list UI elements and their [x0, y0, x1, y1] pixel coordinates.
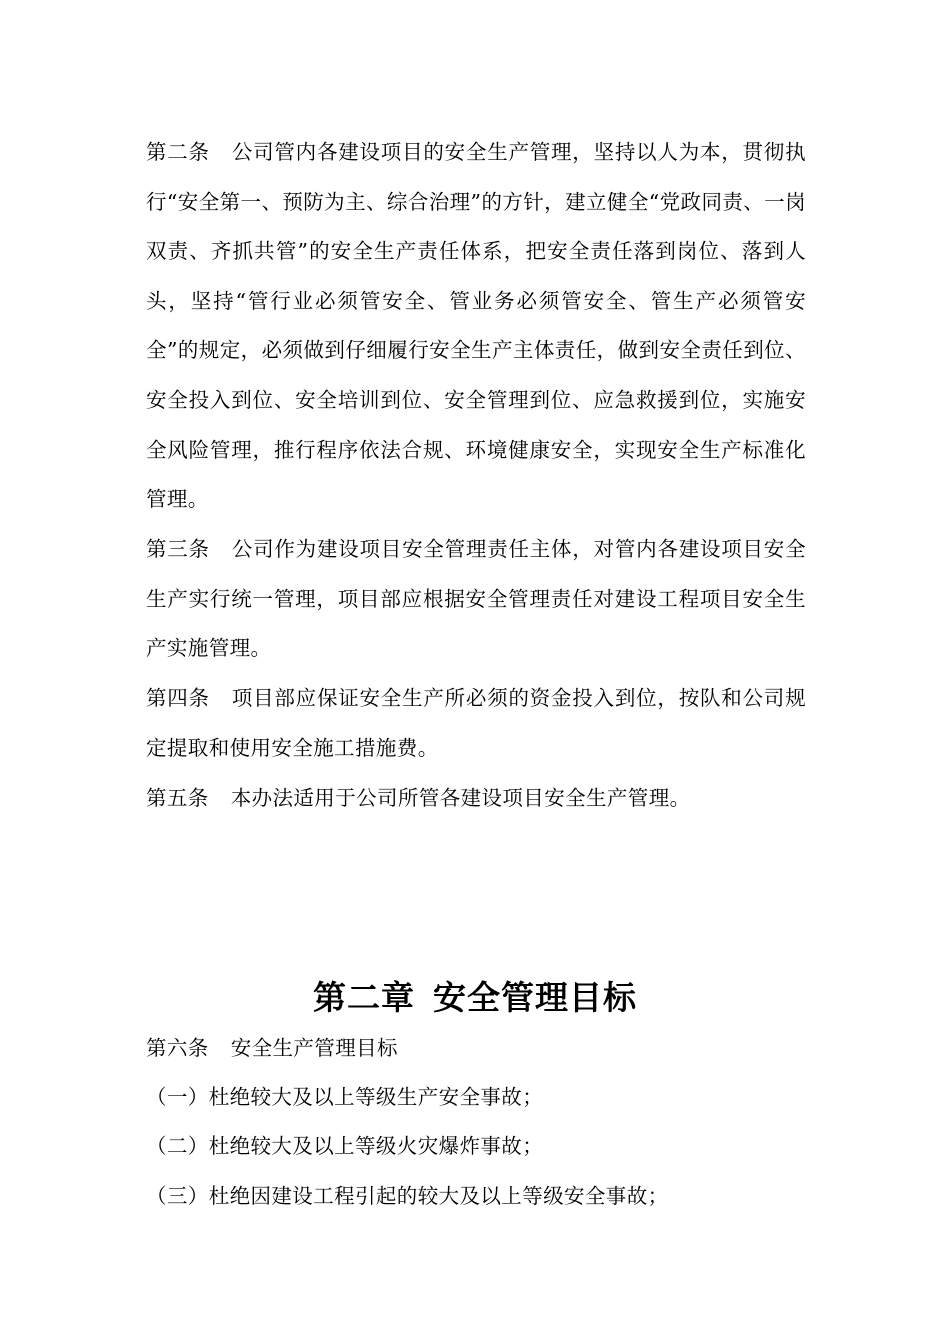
chapter-title: 安全管理目标	[433, 978, 637, 1017]
goal-item-3: （三）杜绝因建设工程引起的较大及以上等级安全事故；	[146, 1184, 669, 1208]
article-text: 项目部应保证安全生产所必须的资金投入到位，按队和公司规定提取和使用安全施工措施费。	[146, 686, 806, 760]
article-label: 第二条	[146, 140, 210, 164]
article-4	[146, 674, 806, 773]
article-label: 第四条	[146, 686, 210, 710]
goal-item-1: （一）杜绝较大及以上等级生产安全事故；	[146, 1085, 544, 1109]
article-label: 第五条	[146, 786, 209, 810]
article-2	[146, 128, 806, 525]
article-5	[146, 774, 806, 824]
article-label: 第六条	[146, 1036, 209, 1060]
goal-item-2: （二）杜绝较大及以上等级火灾爆炸事故；	[146, 1134, 544, 1158]
article-6	[146, 1024, 806, 1074]
article-text: 安全生产管理目标	[230, 1036, 398, 1060]
article-3	[146, 525, 806, 674]
chapter-number: 第二章	[313, 978, 415, 1017]
article-text: 公司管内各建设项目的安全生产管理，坚持以人为本，贯彻执行“安全第一、预防为主、综合治理”的方针，建立健全“党政同责、一岗双责、齐抓共管”的安全生产责任体系，把安全责任落到岗位、落到人头，坚持“管行业必须管安全、管业务必须管安全、管生产必须管安全”的规定，必须做到仔细履行安全生产主体责任，做到安全责任到位、安全投入到位、安全培训到位、安全管理到位、应急救援到位，实施安全风险管理，推行程序依法合规、环境健康安全，实现安全生产标准化管理。	[146, 140, 806, 512]
chapter-heading	[0, 970, 950, 1026]
article-label: 第三条	[146, 537, 210, 561]
article-text: 公司作为建设项目安全管理责任主体，对管内各建设项目安全生产实行统一管理，项目部应根据安全管理责任对建设工程项目安全生产实施管理。	[146, 537, 806, 661]
article-text: 本办法适用于公司所管各建设项目安全生产管理。	[230, 786, 691, 810]
